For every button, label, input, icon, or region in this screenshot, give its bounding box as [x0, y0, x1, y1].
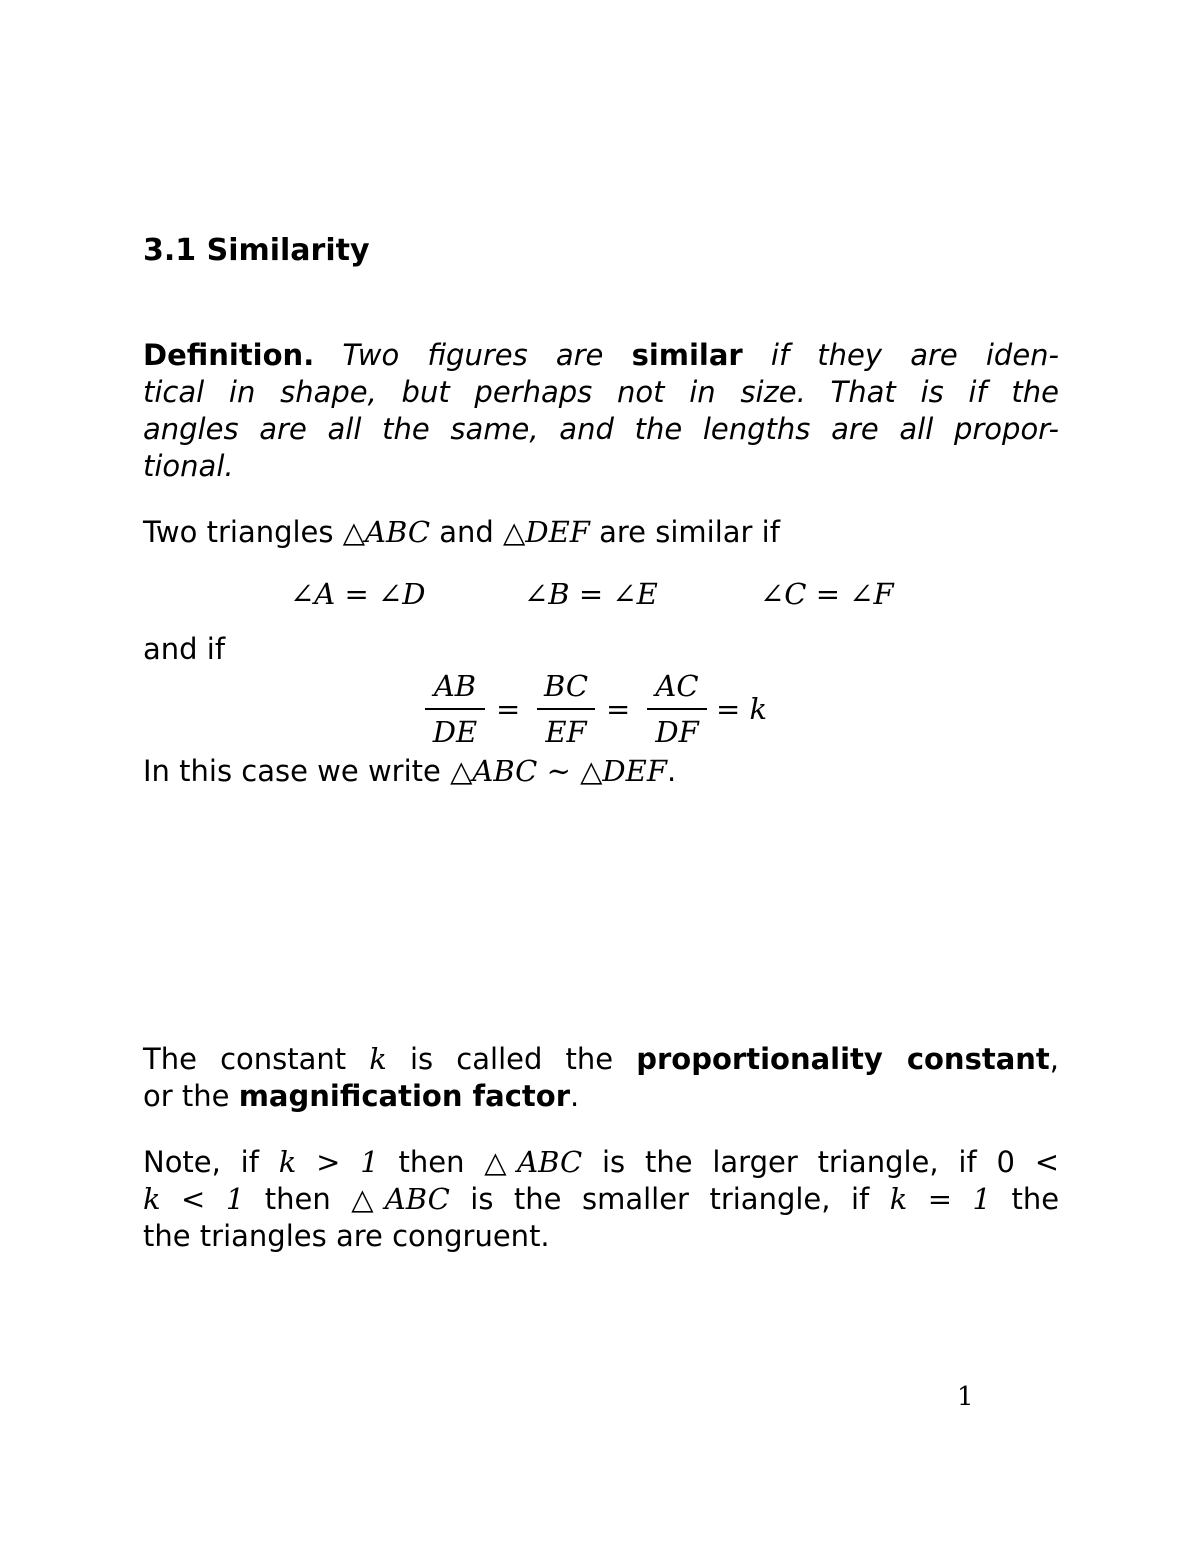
k-less-than-1: k < 1 [143, 1182, 245, 1216]
definition-text: if they are iden- [770, 338, 1060, 372]
constant-text: or the [143, 1079, 230, 1113]
definition-line-3: angles are all the same, and the lengths are all propor- [143, 412, 1059, 446]
angle-equation-a: ∠A = ∠D [290, 577, 426, 611]
note-text: the [1011, 1182, 1060, 1216]
note-text: is the larger triangle, if 0 < [601, 1145, 1060, 1179]
comma: , [1049, 1042, 1059, 1076]
intro-and: and [439, 515, 494, 549]
triangles-intro [143, 513, 780, 551]
note-text: then [398, 1145, 465, 1179]
ratio-ac-df [647, 667, 707, 751]
constant-text: The constant [143, 1042, 347, 1076]
intro-text: Two triangles [143, 515, 334, 549]
triangle-def: △DEF [503, 515, 590, 549]
ratio-denominator: DE [432, 715, 478, 749]
equals-sign: = [496, 692, 521, 726]
ratio-ab-de [425, 667, 485, 751]
ratio-denominator: EF [545, 715, 587, 749]
note-text: is the smaller triangle, if [470, 1182, 870, 1216]
equals-k: = k [716, 692, 768, 726]
angle-equation-c: ∠C = ∠F [760, 577, 894, 611]
k-greater-than-1: k > 1 [278, 1145, 379, 1179]
definition-line-2: tical in shape, but perhaps not in size. That is if the [143, 375, 1059, 409]
definition-text: Two figures are [342, 338, 604, 372]
k-equals-1: k = 1 [889, 1182, 991, 1216]
period: . [570, 1079, 580, 1113]
note-line-2 [143, 1180, 1059, 1218]
definition-line-4: tional. [143, 449, 234, 483]
intro-text: are similar if [599, 515, 780, 549]
constant-line-1 [143, 1040, 1059, 1078]
constant-text: is called the [410, 1042, 614, 1076]
fraction-bar [537, 708, 595, 710]
and-if-text: and if [143, 632, 226, 666]
note-line-3: the triangles are congruent. [143, 1219, 550, 1253]
definition-label: Definition. [143, 338, 315, 372]
magnification-factor-term: magnification factor [238, 1079, 571, 1113]
definition-line-1 [143, 336, 1059, 374]
ratio-denominator: DF [655, 715, 699, 749]
similarity-notation [143, 752, 676, 790]
similar-term: similar [631, 338, 743, 372]
ratio-numerator: BC [543, 669, 589, 703]
angle-equation-b: ∠B = ∠E [524, 577, 658, 611]
note-text: then [264, 1182, 331, 1216]
note-line-1 [143, 1143, 1059, 1181]
similarity-expression: △ABC ∼ △DEF [450, 754, 667, 788]
constant-line-2 [143, 1077, 579, 1115]
triangle-abc: △ABC [342, 515, 431, 549]
equals-sign: = [606, 692, 631, 726]
page-number: 1 [957, 1382, 974, 1412]
fraction-bar [425, 708, 485, 710]
ratio-numerator: AC [655, 669, 699, 703]
triangle-abc: △ABC [484, 1145, 583, 1179]
ratio-bc-ef [537, 667, 595, 751]
triangle-abc: △ABC [351, 1182, 450, 1216]
proportionality-constant-term: proportionality constant [636, 1042, 1050, 1076]
ratio-numerator: AB [433, 669, 477, 703]
notation-text: In this case we write [143, 754, 441, 788]
k-symbol: k [369, 1042, 387, 1076]
note-text: Note, if [143, 1145, 259, 1179]
fraction-bar [647, 708, 707, 710]
period: . [666, 754, 677, 788]
section-title: 3.1 Similarity [143, 233, 370, 268]
